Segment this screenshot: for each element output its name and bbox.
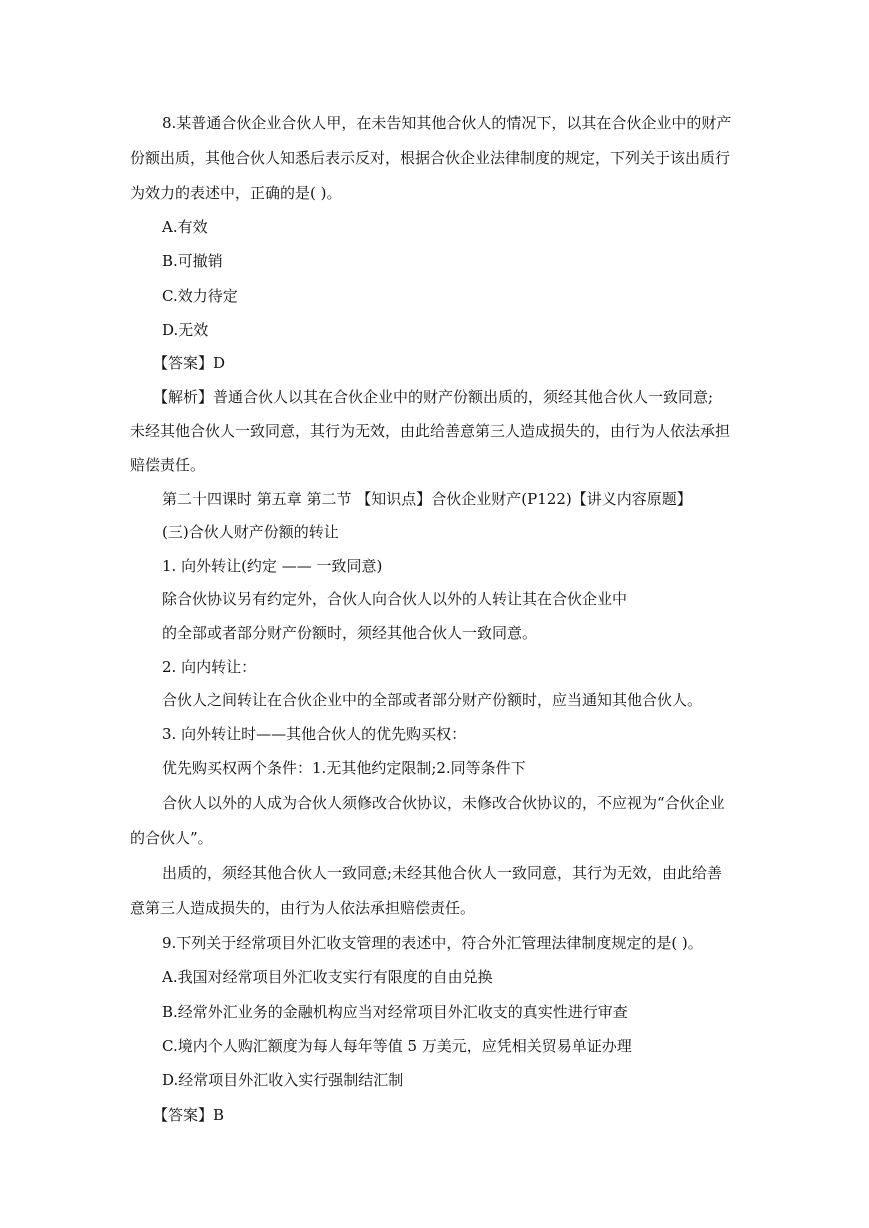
q8-stem-line-1: 8.某普通合伙企业合伙人甲，在未告知其他合伙人的情况下，以其在合伙企业中的财产 [162,114,732,132]
point-2-text: 合伙人之间转让在合伙企业中的全部或者部分财产份额时，应当通知其他合伙人。 [162,691,703,709]
q8-option-d: D.无效 [162,321,209,339]
q9-option-c: C.境内个人购汇额度为每人每年等值 5 万美元，应凭相关贸易单证办理 [162,1037,632,1055]
lesson-heading: 第二十四课时 第五章 第二节 【知识点】合伙企业财产(P122)【讲义内容原题】 [162,490,692,508]
note-1-line-1: 合伙人以外的人成为合伙人须修改合伙协议，未修改合伙协议的，不应视为“合伙企业 [162,794,725,812]
point-1-heading: 1. 向外转让(约定 —— 一致同意) [162,557,383,575]
q9-stem: 9.下列关于经常项目外汇收支管理的表述中，符合外汇管理法律制度规定的是( )。 [162,934,703,952]
q8-stem-line-2: 份额出质，其他合伙人知悉后表示反对，根据合伙企业法律制度的规定，下列关于该出质行 [130,149,731,167]
q8-analysis-line-3: 赔偿责任。 [130,456,206,474]
point-3-text: 优先购买权两个条件：1.无其他约定限制;2.同等条件下 [162,759,526,777]
point-2-heading: 2. 向内转让： [162,658,257,676]
q8-analysis-line-2: 未经其他合伙人一致同意，其行为无效，由此给善意第三人造成损失的，由行为人依法承担 [130,422,731,440]
note-2-line-2: 意第三人造成损失的，由行为人依法承担赔偿责任。 [130,899,476,917]
q9-option-d: D.经常项目外汇收入实行强制结汇制 [162,1071,404,1089]
note-1-line-2: 的合伙人”。 [130,829,213,847]
q9-answer: 【答案】B [153,1106,225,1124]
q8-option-c: C.效力待定 [162,287,238,305]
q8-stem-line-3: 为效力的表述中，正确的是( )。 [130,184,342,202]
note-2-line-1: 出质的，须经其他合伙人一致同意;未经其他合伙人一致同意，其行为无效，由此给善 [162,864,723,882]
q8-option-a: A.有效 [162,218,208,236]
point-1-text-line-2: 的全部或者部分财产份额时，须经其他合伙人一致同意。 [162,624,538,642]
point-3-heading: 3. 向外转让时——其他合伙人的优先购买权： [162,725,467,743]
q8-option-b: B.可撤销 [162,252,223,270]
q9-option-b: B.经常外汇业务的金融机构应当对经常项目外汇收支的真实性进行审查 [162,1003,628,1021]
q8-answer: 【答案】D [153,354,226,372]
point-1-text-line-1: 除合伙协议另有约定外，合伙人向合伙人以外的人转让其在合伙企业中 [162,590,628,608]
q9-option-a: A.我国对经常项目外汇收支实行有限度的自由兑换 [162,968,493,986]
q8-analysis-line-1: 【解析】普通合伙人以其在合伙企业中的财产份额出质的，须经其他合伙人一致同意; [153,388,714,406]
section-heading: (三)合伙人财产份额的转让 [162,523,339,541]
